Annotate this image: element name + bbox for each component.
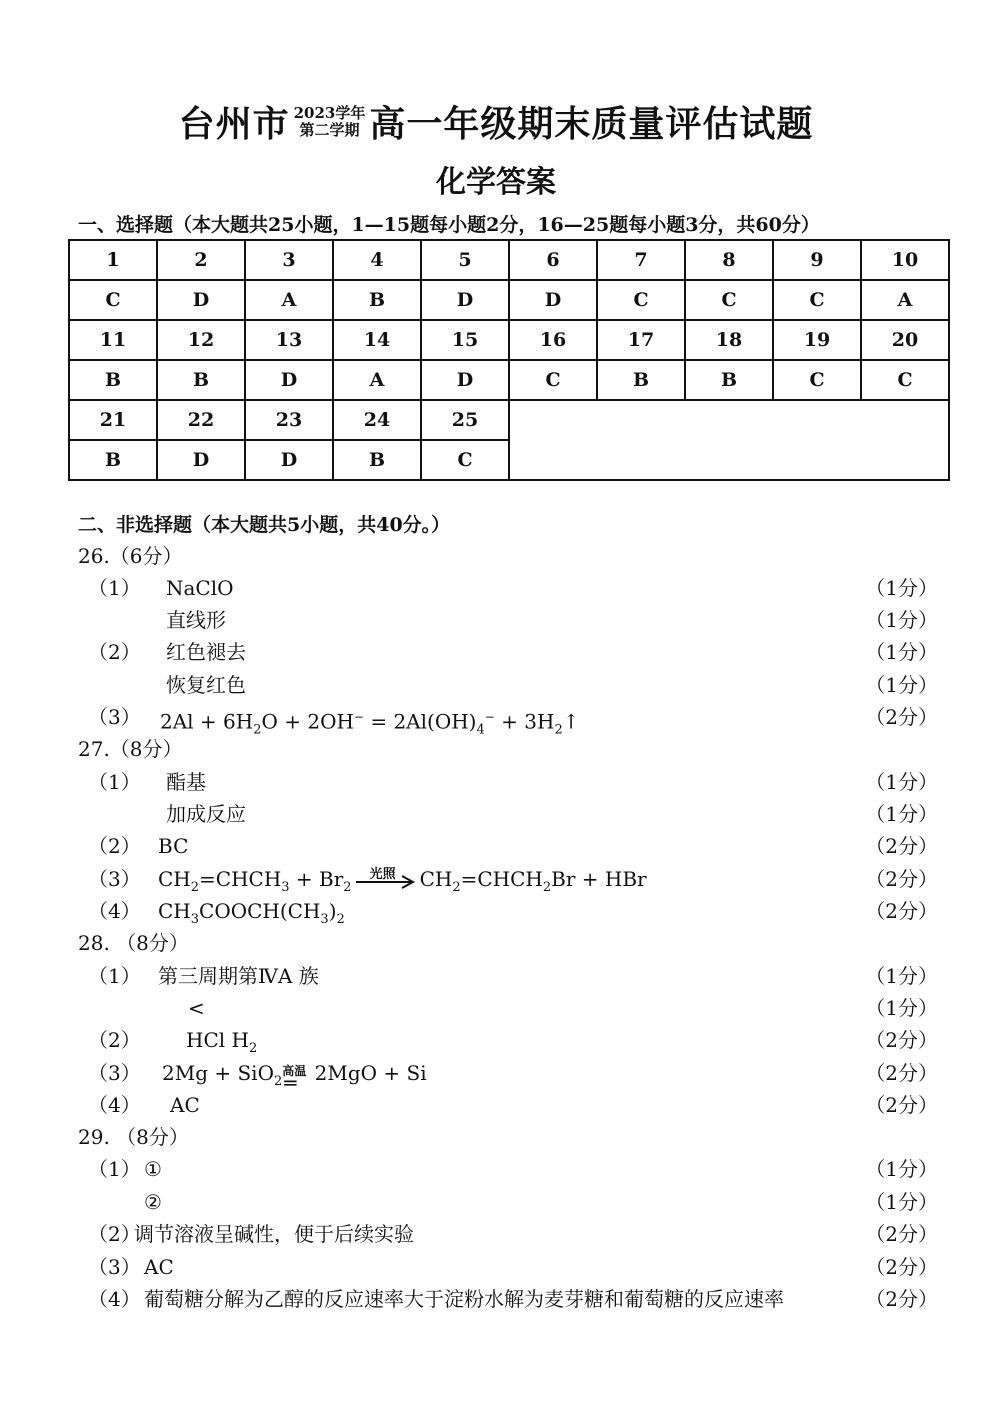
answer-cell: C	[773, 360, 861, 400]
question-number: 24	[333, 400, 421, 440]
eq-sub: 2	[452, 880, 461, 895]
title-rest: 高一年级期末质量评估试题	[369, 103, 814, 145]
question-number: 6	[509, 240, 597, 280]
answer-cell: C	[861, 360, 949, 400]
answer-cell: B	[685, 360, 773, 400]
question-number: 17	[597, 320, 685, 360]
question-number: 18	[685, 320, 773, 360]
score: （1分）	[865, 1157, 938, 1181]
part-number: （1）	[88, 1157, 141, 1181]
q26-line-4	[78, 669, 938, 701]
answer-text: 葡萄糖分解为乙醇的反应速率大于淀粉水解为麦芽糖和葡萄糖的反应速率	[144, 1287, 784, 1311]
eq-part: CH	[158, 867, 191, 891]
eq-part: CH	[419, 867, 453, 891]
double-line-icon: ═	[284, 1070, 297, 1095]
empty-merged-cell	[509, 400, 949, 480]
question-number: 8	[685, 240, 773, 280]
reaction-condition: 高温	[282, 1063, 307, 1078]
score: （2分）	[865, 1028, 938, 1052]
answer-cell: D	[157, 440, 245, 480]
q27-line-1	[78, 766, 938, 798]
eq-sub: 3	[320, 912, 329, 927]
eq-part: HCl H	[186, 1028, 249, 1052]
table-row	[69, 280, 949, 320]
answer-text: 恢复红色	[166, 673, 246, 697]
question-number: 3	[245, 240, 333, 280]
question-number: 20	[861, 320, 949, 360]
score: （2分）	[865, 705, 938, 729]
score: （2分）	[865, 1222, 938, 1246]
score: （1分）	[865, 576, 938, 600]
q27-heading: 27.（8分）	[78, 737, 183, 761]
part-number: （2）	[88, 834, 141, 858]
table-row	[69, 400, 949, 440]
answer-cell: B	[157, 360, 245, 400]
q28-heading: 28. （8分）	[78, 931, 189, 955]
eq-part: + 3H	[494, 709, 555, 734]
question-number: 4	[333, 240, 421, 280]
answer-text: 直线形	[166, 608, 226, 632]
question-number: 5	[421, 240, 509, 280]
eq-part: 2MgO + Si	[308, 1061, 427, 1085]
answer-cell: B	[69, 440, 157, 480]
answer-cell: A	[861, 280, 949, 320]
question-number: 21	[69, 400, 157, 440]
q27-line-2	[78, 798, 938, 830]
question-number: 22	[157, 400, 245, 440]
q29-line-4	[78, 1251, 938, 1283]
question-number: 16	[509, 320, 597, 360]
eq-sub: 3	[281, 880, 290, 895]
eq-part: 2Mg + SiO	[162, 1061, 274, 1085]
q29-line-5	[78, 1283, 938, 1315]
document-title	[0, 96, 992, 146]
score: （2分）	[865, 867, 938, 891]
eq-sub: 2	[248, 1041, 258, 1056]
eq-sub: 2	[190, 880, 200, 895]
score: （1分）	[865, 673, 938, 697]
eq-part: 2Al + 6H	[160, 709, 254, 734]
q26-line-2	[78, 604, 938, 636]
answer-text: NaClO	[166, 576, 234, 600]
score: （2分）	[865, 899, 938, 923]
q29-line-3	[78, 1218, 938, 1250]
q28-line-3	[78, 1024, 938, 1056]
document-subtitle: 化学答案	[436, 165, 556, 200]
answer-cell: C	[69, 280, 157, 320]
answer-cell: C	[421, 440, 509, 480]
q26-heading: 26.（6分）	[78, 544, 183, 568]
title-city: 台州市	[178, 103, 290, 145]
title-term	[294, 105, 366, 139]
section2-heading: 二、非选择题（本大题共5小题，共40分。）	[78, 514, 451, 536]
part-number: （2）	[88, 1222, 141, 1246]
answer-cell: B	[333, 440, 421, 480]
question-number: 19	[773, 320, 861, 360]
part-number: （2）	[88, 1028, 141, 1052]
part-number: （3）	[88, 1061, 141, 1085]
q27-line-4	[78, 863, 938, 895]
question-number: 11	[69, 320, 157, 360]
q28-line-5	[78, 1089, 938, 1121]
eq-sup: −	[484, 710, 495, 724]
q28-line-1	[78, 960, 938, 992]
answer-cell: D	[157, 280, 245, 320]
score: （2分）	[865, 1287, 938, 1311]
question-number: 1	[69, 240, 157, 280]
score: （2分）	[865, 1255, 938, 1279]
q29-line-2	[78, 1186, 938, 1218]
answer-cell: D	[509, 280, 597, 320]
part-number: （3）	[88, 705, 141, 729]
eq-part: COOCH(CH	[199, 899, 321, 923]
eq-sub: 3	[190, 912, 200, 927]
part-number: （4）	[88, 899, 141, 923]
answer-cell: C	[685, 280, 773, 320]
part-number: （2）	[88, 640, 141, 664]
q29-heading: 29. （8分）	[78, 1125, 189, 1149]
answer-text: ②	[144, 1190, 162, 1214]
question-number: 14	[333, 320, 421, 360]
eq-part: =CHCH	[199, 867, 282, 891]
question-number: 25	[421, 400, 509, 440]
score: （1分）	[865, 770, 938, 794]
question-number: 23	[245, 400, 333, 440]
eq-part: + Br	[289, 867, 344, 891]
reaction-equals	[282, 1061, 308, 1095]
answer-cell: D	[421, 360, 509, 400]
score: （2分）	[865, 1061, 938, 1085]
eq-part: = 2Al(OH)	[363, 709, 477, 734]
arrow-right-icon	[354, 875, 416, 889]
title-year-bottom: 第二学期	[299, 120, 360, 139]
score: （2分）	[865, 1093, 938, 1117]
answer-cell: A	[333, 360, 421, 400]
q27-line-3	[78, 830, 938, 862]
eq-sub: 4	[476, 722, 485, 738]
eq-part: O + 2OH	[261, 709, 354, 734]
answer-cell: D	[245, 440, 333, 480]
score: （2分）	[865, 834, 938, 858]
answer-text: AC	[170, 1093, 200, 1117]
q27-line-5	[78, 895, 938, 927]
reaction-arrow	[354, 867, 418, 895]
answer-text: 调节溶液呈碱性，便于后续实验	[134, 1222, 414, 1246]
eq-sub: 2	[343, 880, 352, 895]
part-number: （4）	[88, 1093, 141, 1117]
part-number: （1）	[88, 576, 141, 600]
answer-cell: A	[245, 280, 333, 320]
answer-cell: C	[773, 280, 861, 320]
answer-cell: B	[69, 360, 157, 400]
chemical-equation	[160, 701, 580, 747]
question-number: 7	[597, 240, 685, 280]
question-number: 9	[773, 240, 861, 280]
answer-text: 红色褪去	[166, 640, 246, 664]
answer-cell: D	[245, 360, 333, 400]
eq-part: )	[328, 899, 337, 923]
score: （1分）	[865, 996, 938, 1020]
question-number: 2	[157, 240, 245, 280]
answer-text: 加成反应	[166, 802, 246, 826]
eq-part: Br + HBr	[551, 867, 647, 891]
answer-text: AC	[144, 1255, 174, 1279]
score: （1分）	[865, 640, 938, 664]
part-number: （3）	[88, 1255, 141, 1279]
q26-line-1	[78, 572, 938, 604]
eq-part: CH	[158, 899, 191, 923]
question-number: 13	[245, 320, 333, 360]
eq-sub: 2	[253, 722, 262, 738]
score: （1分）	[865, 1190, 938, 1214]
eq-sup: −	[353, 710, 364, 724]
table-row	[69, 320, 949, 360]
score: （1分）	[865, 964, 938, 988]
answer-cell: C	[597, 280, 685, 320]
answer-cell: C	[509, 360, 597, 400]
answer-table	[68, 239, 950, 481]
question-number: 15	[421, 320, 509, 360]
question-number: 12	[157, 320, 245, 360]
eq-sub: 2	[273, 1074, 283, 1089]
score: （1分）	[865, 802, 938, 826]
answer-text: <	[188, 996, 205, 1020]
reaction-condition: 光照	[369, 866, 396, 882]
part-number: （1）	[88, 964, 141, 988]
answer-text: 第三周期第ⅣA 族	[158, 964, 319, 988]
title-year-top: 2023学年	[293, 103, 366, 122]
answer-text: BC	[158, 834, 189, 858]
q26-line-3	[78, 636, 938, 668]
eq-part: =CHCH	[460, 867, 543, 891]
answer-text: 酯基	[166, 770, 206, 794]
q29-line-1	[78, 1153, 938, 1185]
eq-sub: 2	[554, 722, 563, 738]
answer-cell: B	[333, 280, 421, 320]
section1-heading: 一、选择题（本大题共25小题，1—15题每小题2分，16—25题每小题3分，共60分）	[78, 214, 820, 236]
gas-arrow: ↑	[562, 709, 580, 734]
answer-text: ①	[144, 1157, 162, 1181]
eq-sub: 2	[542, 880, 552, 895]
table-row	[69, 360, 949, 400]
question-number: 10	[861, 240, 949, 280]
score: （1分）	[865, 608, 938, 632]
part-number: （4）	[88, 1287, 141, 1311]
q28-line-4	[78, 1057, 938, 1095]
q26-line-5	[78, 701, 938, 738]
part-number: （1）	[88, 770, 141, 794]
answer-cell: D	[421, 280, 509, 320]
part-number: （3）	[88, 867, 141, 891]
q28-line-2	[78, 992, 938, 1024]
answer-cell: B	[597, 360, 685, 400]
table-row	[69, 240, 949, 280]
eq-sub: 2	[336, 912, 345, 927]
